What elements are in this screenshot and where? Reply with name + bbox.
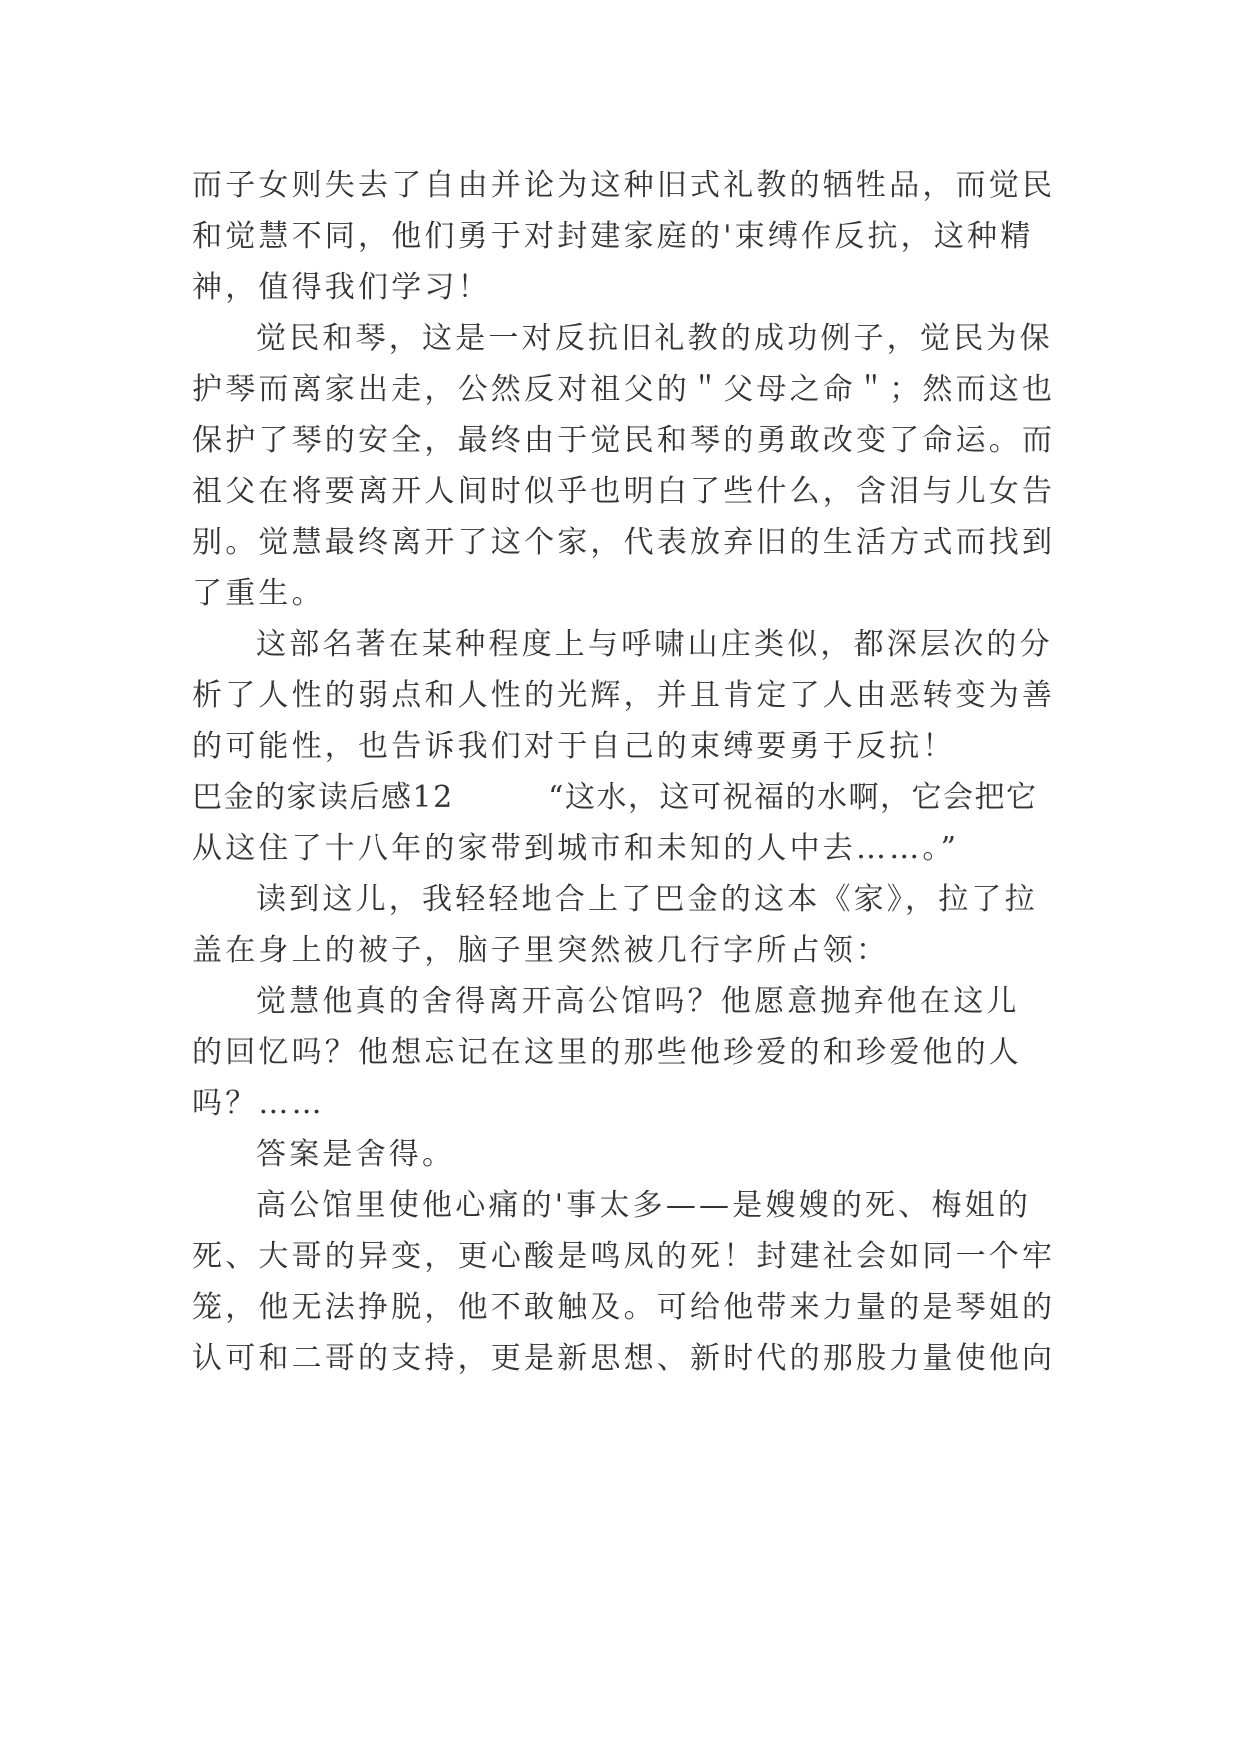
paragraph-start-line: 高公馆里使他心痛的'事太多——是嫂嫂的死、梅姐的	[256, 1188, 1032, 1223]
text-line: 笼，他无法挣脱，他不敢触及。可给他带来力量的是琴姐的	[192, 1290, 1056, 1325]
paragraph-start-line: 觉民和琴，这是一对反抗旧礼教的成功例子，觉民为保	[256, 321, 1053, 356]
text-line: 盖在身上的被子，脑子里突然被几行字所占领：	[192, 933, 890, 968]
paragraph-start-line: 答案是舍得。	[256, 1137, 456, 1172]
text-line: 神，值得我们学习！	[192, 270, 491, 305]
text-line: 了重生。	[192, 576, 325, 611]
text-line: 认可和二哥的支持，更是新思想、新时代的那股力量使他向	[192, 1341, 1056, 1376]
paragraph-start-line: 这部名著在某种程度上与呼啸山庄类似，都深层次的分	[256, 627, 1053, 662]
paragraph-start-line: 觉慧他真的舍得离开高公馆吗？他愿意抛弃他在这儿	[256, 984, 1020, 1019]
paragraph-start-line: 读到这儿，我轻轻地合上了巴金的这本《家》，拉了拉	[256, 882, 1038, 917]
text-line: 祖父在将要离开人间时似乎也明白了些什么，含泪与儿女告	[192, 474, 1056, 509]
text-line: 而子女则失去了自由并论为这种旧式礼教的牺牲品，而觉民	[192, 168, 1056, 203]
text-line: 死、大哥的异变，更心酸是鸣凤的死！封建社会如同一个牢	[192, 1239, 1056, 1274]
text-line: 护琴而离家出走，公然反对祖父的＂父母之命＂；然而这也	[192, 372, 1056, 407]
text-line: 析了人性的弱点和人性的光辉，并且肯定了人由恶转变为善	[192, 678, 1056, 713]
text-line: 的可能性，也告诉我们对于自己的束缚要勇于反抗！	[192, 729, 956, 764]
text-line: 保护了琴的安全，最终由于觉民和琴的勇敢改变了命运。而	[192, 423, 1056, 458]
document-page	[192, 160, 1062, 1384]
text-line: 和觉慧不同，他们勇于对封建家庭的'束缚作反抗，这种精	[192, 219, 1034, 254]
section-title-line: 巴金的家读后感12 “这水，这可祝福的水啊，它会把它	[192, 780, 1038, 815]
text-line: 吗？……	[192, 1086, 325, 1121]
text-line: 从这住了十八年的家带到城市和未知的人中去……。”	[192, 831, 960, 866]
text-line: 别。觉慧最终离开了这个家，代表放弃旧的生活方式而找到	[192, 525, 1056, 560]
text-line: 的回忆吗？他想忘记在这里的那些他珍爱的和珍爱他的人	[192, 1035, 1022, 1070]
